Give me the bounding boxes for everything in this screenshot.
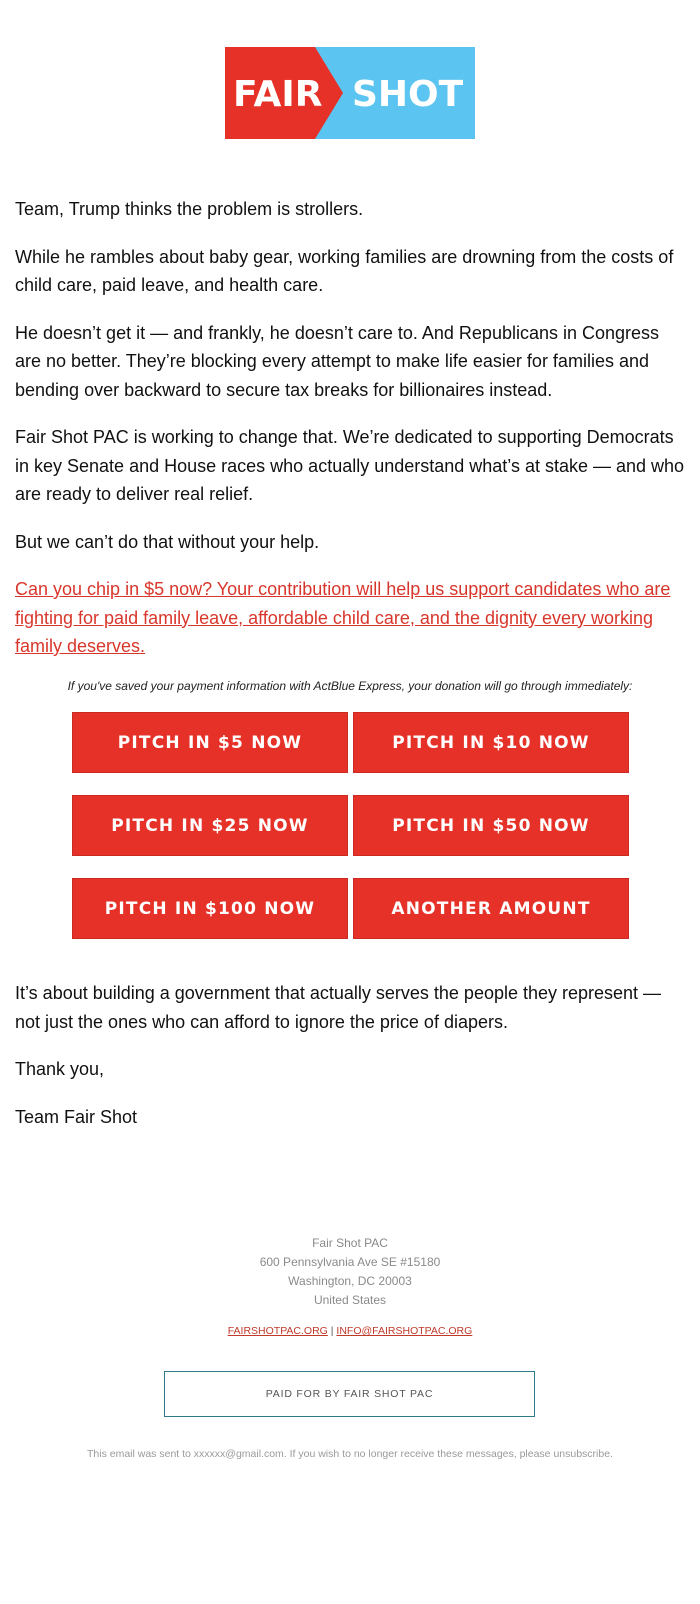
donate-100-button[interactable]: PITCH IN $100 NOW — [72, 878, 348, 939]
footer-address — [0, 1234, 700, 1310]
body-paragraph-4: Fair Shot PAC is working to change that. We’re dedicated to supporting Democrats in key Senate and House races who actually understand what’s at stake — and who are ready to deliver real relief. — [15, 427, 685, 504]
donate-50-button[interactable]: PITCH IN $50 NOW — [353, 795, 629, 856]
paid-for-disclaimer: PAID FOR BY FAIR SHOT PAC — [164, 1371, 535, 1417]
donate-other-amount-button[interactable]: ANOTHER AMOUNT — [353, 878, 629, 939]
unsubscribe-notice[interactable]: This email was sent to xxxxxx@gmail.com. If you wish to no longer receive these messages, please unsubscribe. — [87, 1448, 613, 1460]
closing-thanks: Thank you, — [15, 1059, 105, 1079]
donation-buttons — [72, 712, 629, 961]
footer-link-separator: | — [330, 1325, 334, 1337]
footer-links — [0, 1325, 700, 1337]
logo-fair-text: FAIR — [233, 74, 323, 115]
footer-org-name: Fair Shot PAC — [312, 1236, 388, 1250]
closing-signature: Team Fair Shot — [15, 1106, 138, 1127]
closing-paragraph: It’s about building a government that actually serves the people they represent — not just the ones who can afford to ignore the price of diapers. — [15, 983, 662, 1032]
fair-shot-logo — [225, 47, 475, 139]
button-row-3 — [72, 878, 629, 939]
donate-cta-link[interactable]: Can you chip in $5 now? Your contribution will help us support candidates who are fighting for paid family leave, affordable child care, and the dignity every working family deserves. — [15, 579, 671, 656]
body-paragraph-3: He doesn’t get it — and frankly, he doesn’t care to. And Republicans in Congress are no better. They’re blocking every attempt to make life easier for families and bending over backward to secure tax breaks for billionaires instead. — [15, 322, 660, 400]
logo-shot-text: SHOT — [352, 74, 464, 115]
donate-10-button[interactable]: PITCH IN $10 NOW — [353, 712, 629, 773]
button-row-1 — [72, 712, 629, 773]
footer-address-line-2: Washington, DC 20003 — [288, 1274, 412, 1288]
closing-section — [15, 979, 685, 1150]
button-row-2 — [72, 795, 629, 856]
body-paragraph-2: While he rambles about baby gear, working families are drowning from the costs of child care, paid leave, and health care. — [15, 246, 674, 295]
actblue-express-note: If you've saved your payment information with ActBlue Express, your donation will go through immediately: — [67, 679, 633, 693]
donate-25-button[interactable]: PITCH IN $25 NOW — [72, 795, 348, 856]
footer-country: United States — [313, 1293, 387, 1307]
cta-paragraph — [15, 575, 685, 661]
donate-5-button[interactable]: PITCH IN $5 NOW — [72, 712, 348, 773]
footer-email-link[interactable]: INFO@FAIRSHOTPAC.ORG — [336, 1325, 473, 1337]
footer-website-link[interactable]: FAIRSHOTPAC.ORG — [227, 1325, 328, 1337]
footer-address-line-1: 600 Pennsylvania Ave SE #15180 — [259, 1255, 441, 1269]
email-body — [15, 195, 685, 680]
body-paragraph-1: Team, Trump thinks the problem is strollers. — [15, 199, 364, 219]
body-paragraph-5: But we can’t do that without your help. — [15, 531, 320, 552]
